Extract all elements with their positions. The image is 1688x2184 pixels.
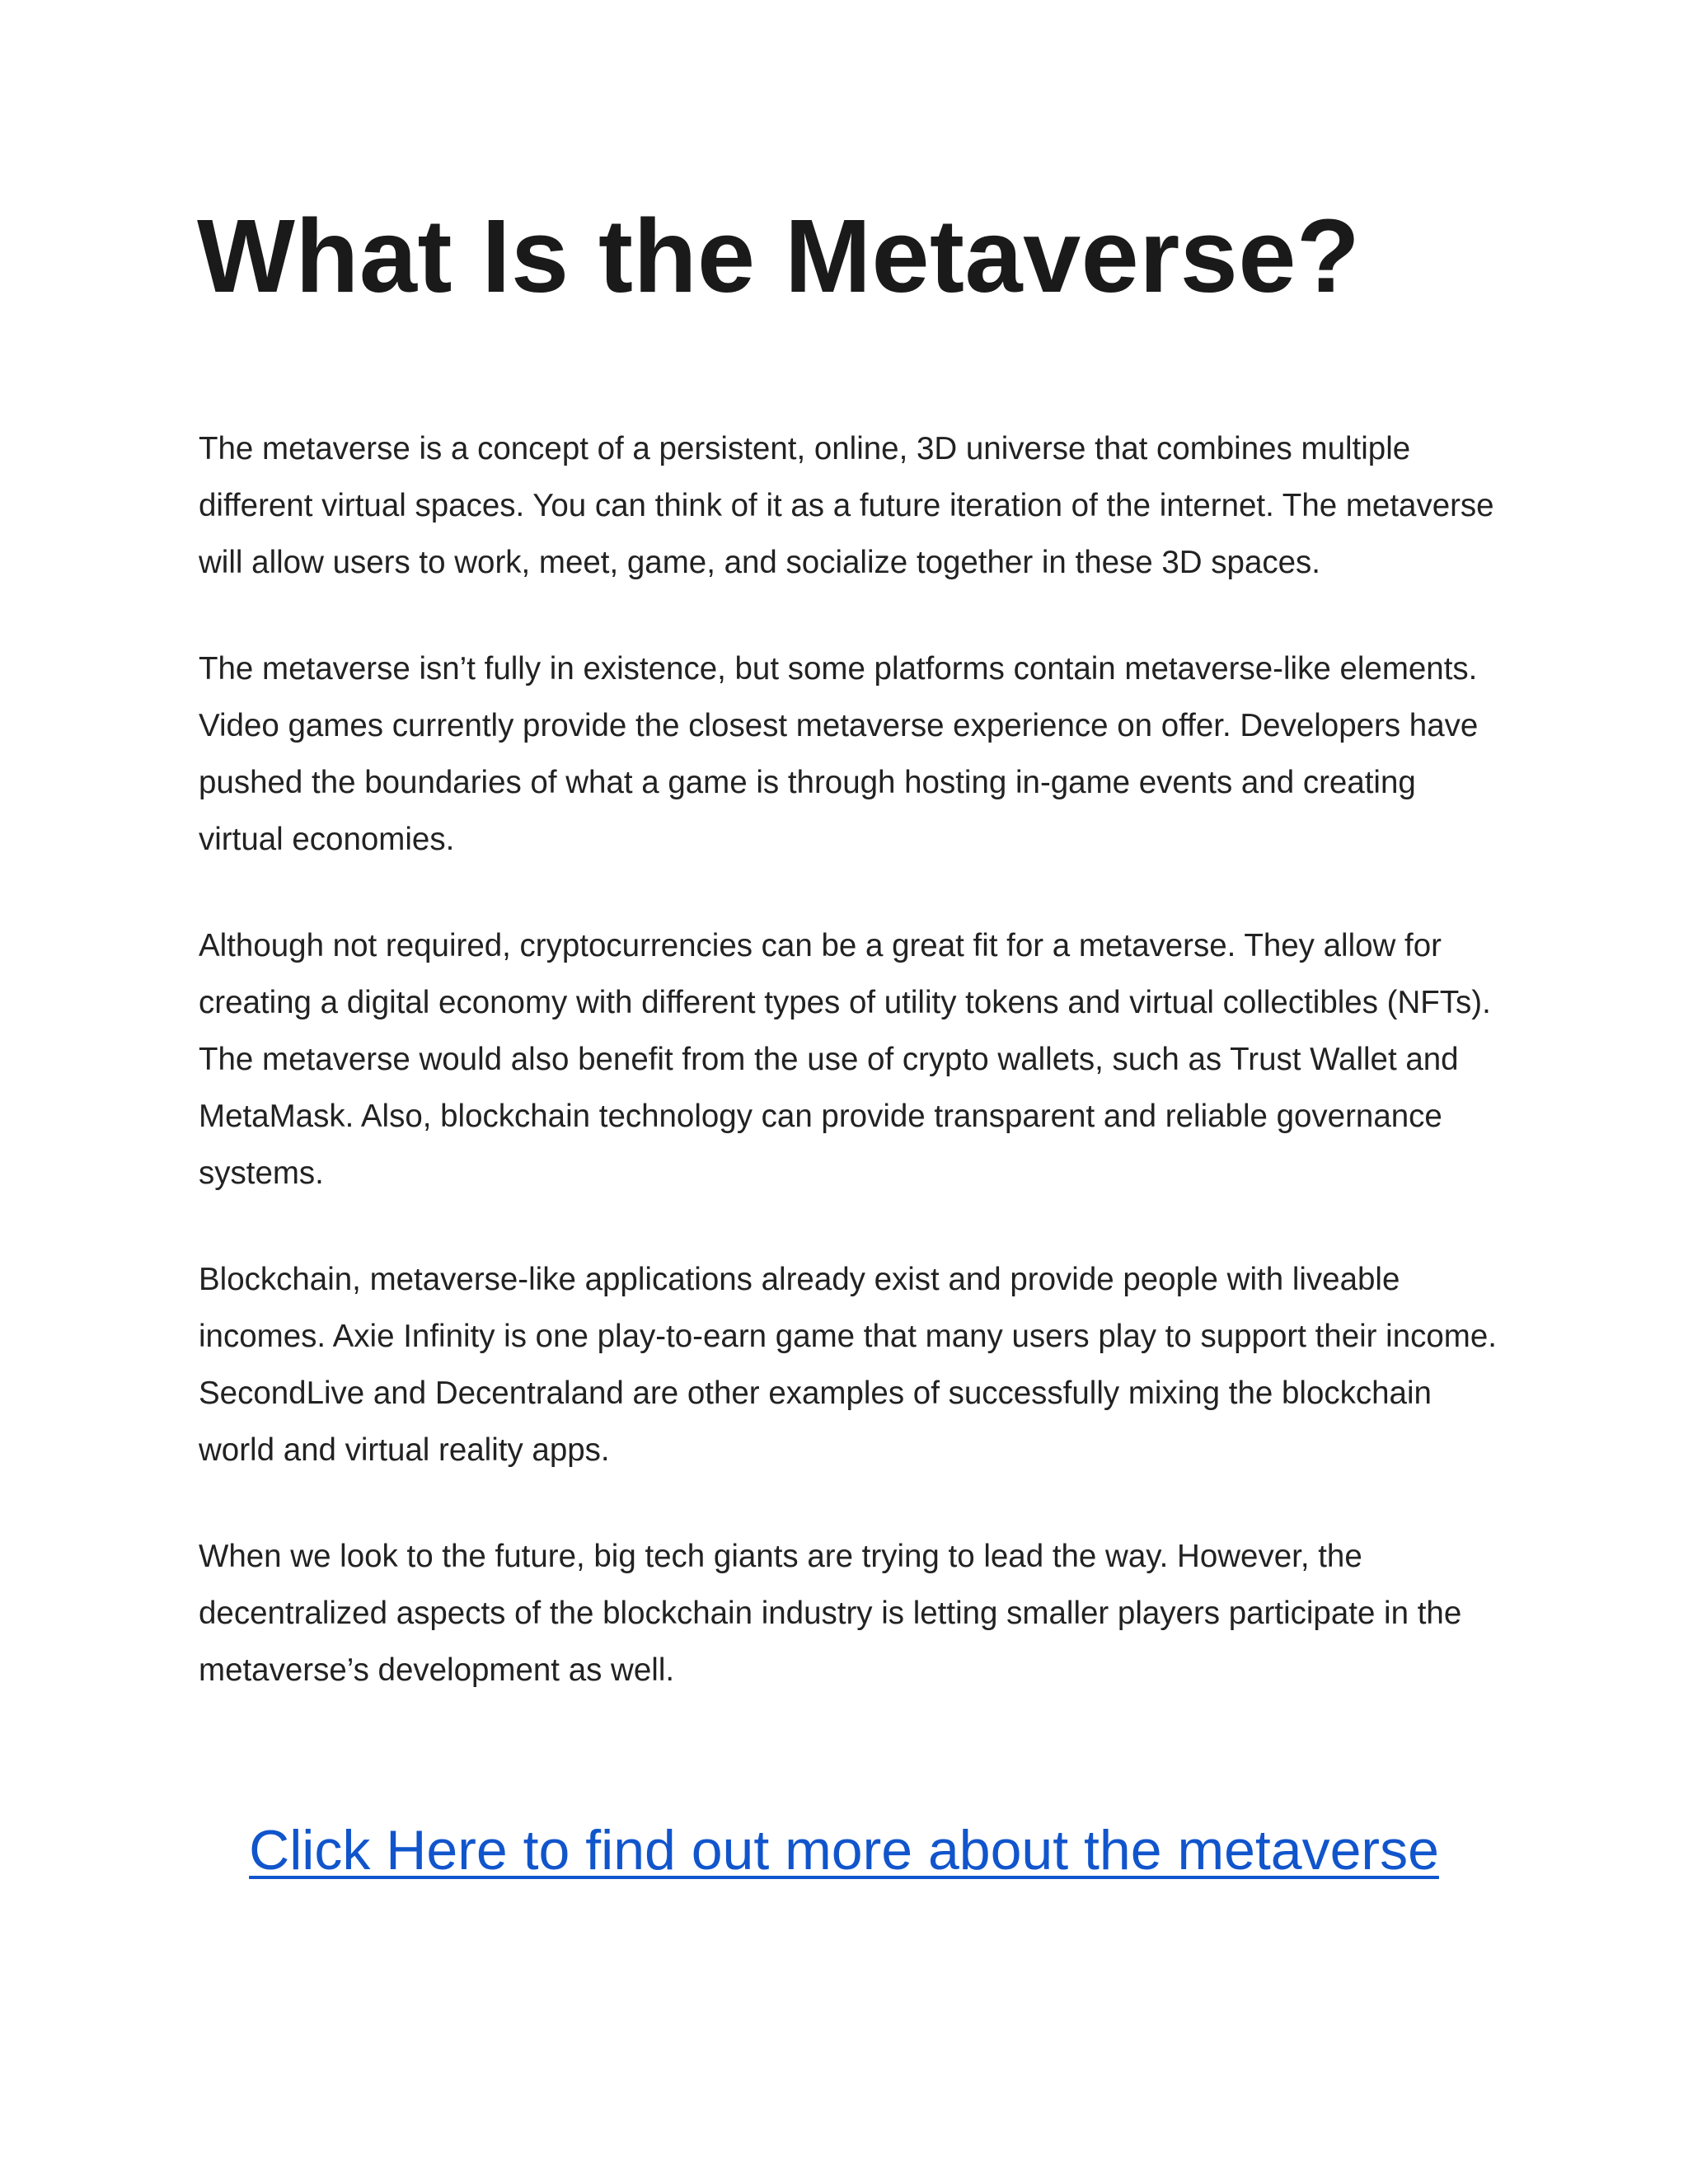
paragraph-crypto: Although not required, cryptocurrencies can be a great fit for a metaverse. They allow for creating a digital economy with different types of utility tokens and virtual collectibles (NFTs). The metaverse would also benefit from the use of crypto wallets, such as Trust Wallet and MetaMask. Also, blockchain technology can provide transparent and reliable governance systems. — [199, 928, 1491, 1191]
paragraph-future: When we look to the future, big tech giants are trying to lead the way. However, the decentralized aspects of the blockchain industry is letting smaller players participate in the metaverse’s development as well. — [199, 1539, 1462, 1688]
link-container — [0, 1813, 1688, 1887]
paragraph-applications: Blockchain, metaverse-like applications already exist and provide people with liveable incomes. Axie Infinity is one play-to-earn game that many users play to support their income. SecondLive and Decentraland are other examples of successfully mixing the blockchain world and virtual reality apps. — [199, 1262, 1497, 1468]
paragraph-intro: The metaverse is a concept of a persistent, online, 3D universe that combines multiple different virtual spaces. You can think of it as a future iteration of the internet. The metaverse will allow users to work, meet, game, and socialize together in these 3D spaces. — [199, 431, 1494, 580]
page-title: What Is the Metaverse? — [197, 198, 1361, 314]
article-body — [199, 420, 1505, 1748]
find-out-more-link[interactable]: Click Here to find out more about the metaverse — [249, 1819, 1439, 1882]
paragraph-existence: The metaverse isn’t fully in existence, but some platforms contain metaverse-like elements. Video games currently provide the closest metaverse experience on offer. Developers have pushed the boundaries of what a game is through hosting in-game events and creating virtual economies. — [199, 651, 1479, 857]
